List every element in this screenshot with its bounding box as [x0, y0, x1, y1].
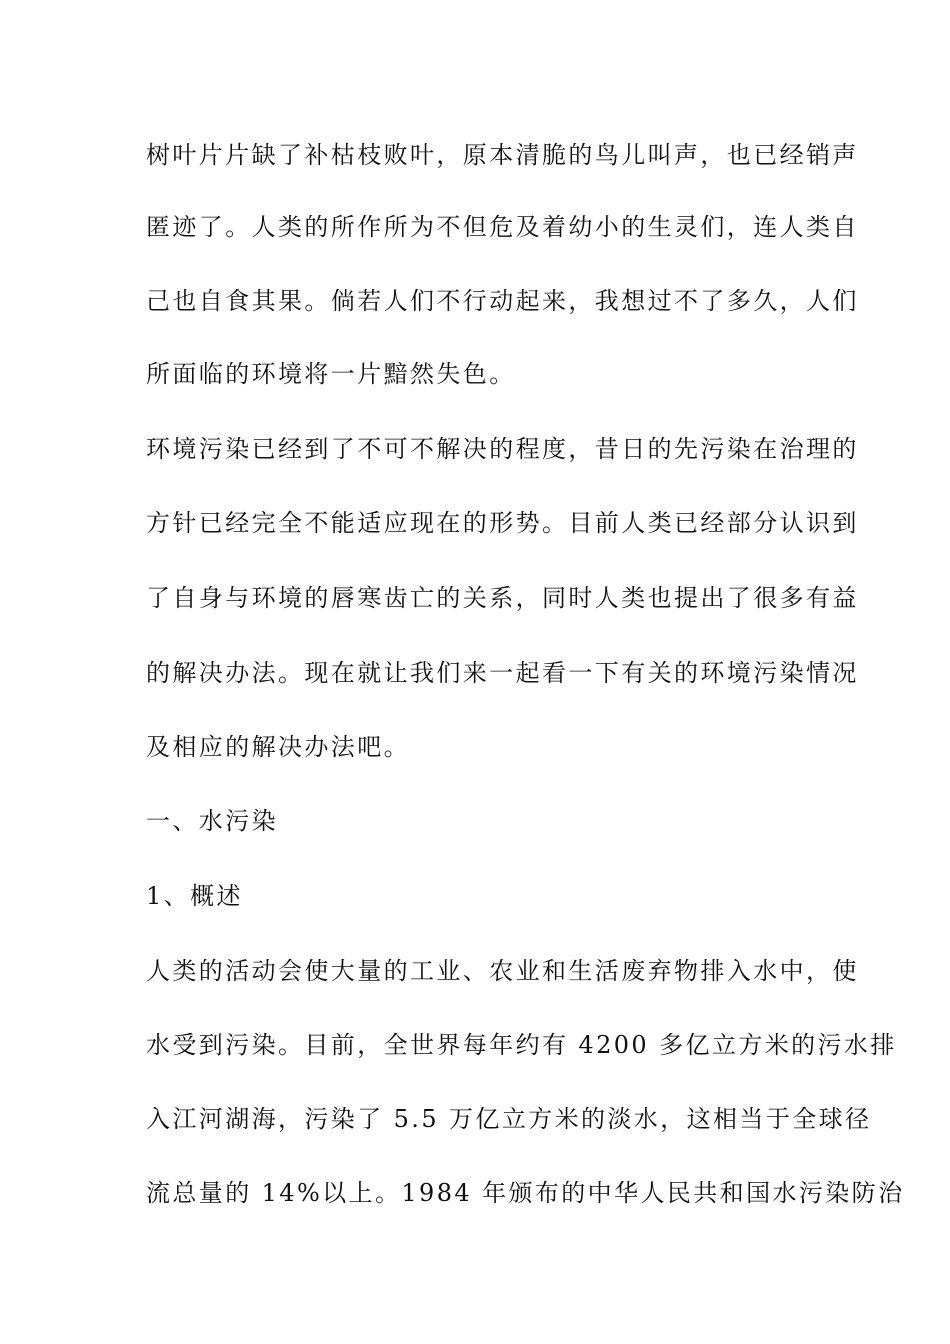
- text-line-4: 所面临的环境将一片黯然失色。: [146, 360, 516, 388]
- subsection-heading: 1、概述: [146, 882, 243, 910]
- paragraph-line-2: 方针已经完全不能适应现在的形势。目前人类已经部分认识到: [146, 509, 859, 537]
- body-line-4: 流总量的 14%以上。1984 年颁布的中华人民共和国水污染防治: [146, 1179, 905, 1207]
- text-line-3: 己也自食其果。倘若人们不行动起来，我想过不了多久，人们: [146, 287, 859, 315]
- section-heading: 一、水污染: [146, 807, 278, 835]
- paragraph-line-5: 及相应的解决办法吧。: [146, 733, 410, 761]
- text-line-2: 匿迹了。人类的所作所为不但危及着幼小的生灵们，连人类自: [146, 213, 859, 241]
- paragraph-line-4: 的解决办法。现在就让我们来一起看一下有关的环境污染情况: [146, 659, 859, 687]
- text-line-1: 树叶片片缺了补枯枝败叶，原本清脆的鸟儿叫声，也已经销声: [146, 141, 859, 169]
- body-line-2: 水受到污染。目前，全世界每年约有 4200 多亿立方米的污水排: [146, 1031, 897, 1059]
- body-line-1: 人类的活动会使大量的工业、农业和生活废弃物排入水中，使: [146, 957, 859, 985]
- paragraph-line-1: 环境污染已经到了不可不解决的程度，昔日的先污染在治理的: [146, 435, 859, 463]
- body-line-3: 入江河湖海，污染了 5.5 万亿立方米的淡水，这相当于全球径: [146, 1105, 872, 1133]
- paragraph-line-3: 了自身与环境的唇寒齿亡的关系，同时人类也提出了很多有益: [146, 584, 859, 612]
